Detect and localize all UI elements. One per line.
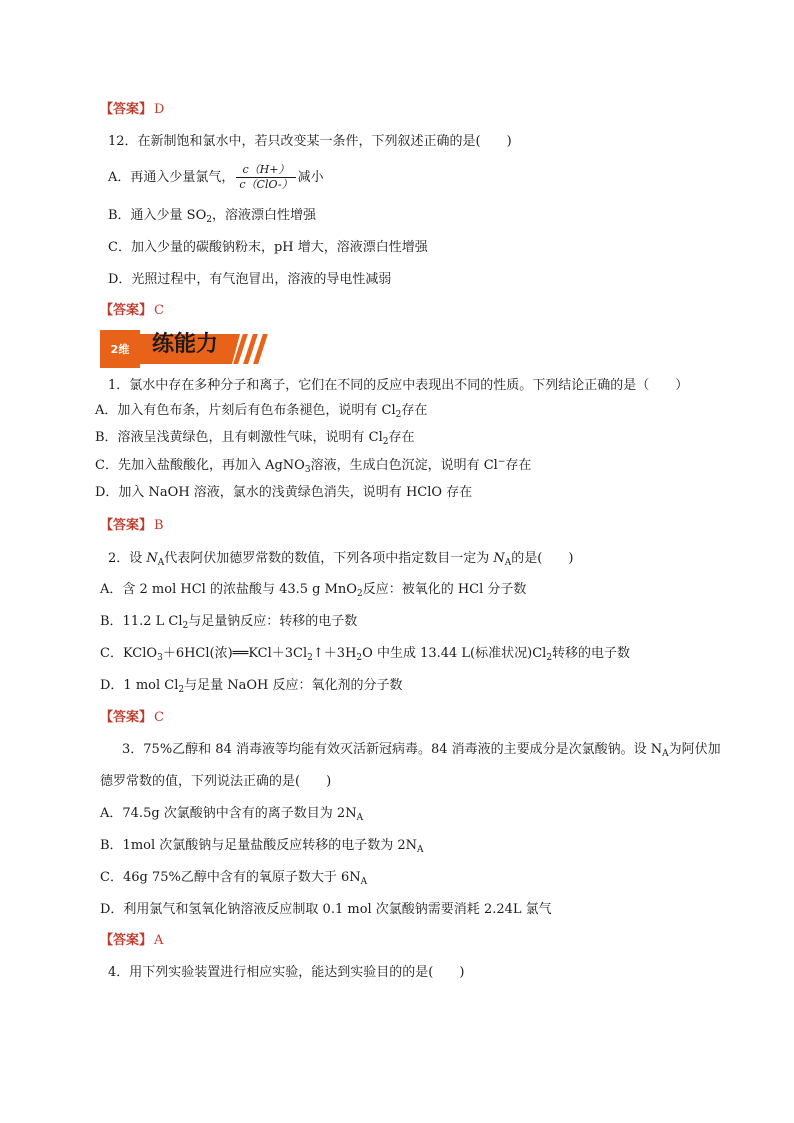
option-a-text: A．含 2 mol HCl 的浓盐酸与 43.5 g MnO [100, 582, 357, 597]
option-a-prefix: A．再通入少量氯气， [108, 170, 235, 185]
subscript: A [360, 877, 368, 887]
option-b-text-end: ，溶液漂白性增强 [211, 208, 316, 223]
question-3-stem-line-1 [122, 741, 721, 759]
question-3-option-d: D．利用氯气和氢氧化钠溶液反应制取 0.1 mol 次氯酸钠需要消耗 2.24L 氯气 [100, 902, 552, 917]
option-b-text: B．溶液呈浅黄绿色，且有刺激性气味，说明有 Cl [95, 430, 383, 445]
option-d-text-end: 与足量 NaOH 反应：氧化剂的分子数 [184, 678, 403, 693]
stem-text-end: 的是( ) [511, 551, 574, 566]
question-1-option-d: D．加入 NaOH 溶液，氯水的浅黄绿色消失，说明有 HClO 存在 [95, 485, 473, 500]
superscript: − [497, 457, 506, 467]
stem-text: 2．设 [108, 551, 147, 566]
question-12-stem: 12．在新制饱和氯水中，若只改变某一条件，下列叙述正确的是( ) [108, 134, 512, 149]
option-b-text: B．11.2 L Cl [100, 614, 183, 629]
question-3-option-a [100, 805, 363, 823]
option-a-text-end: 反应：被氧化的 HCl 分子数 [362, 582, 527, 597]
question-1-stem: 1．氯水中存在多种分子和离子，它们在不同的反应中表现出不同的性质。下列结论正确的是（ ） [108, 378, 689, 393]
answer-tag: 【答案】 [100, 102, 153, 117]
answer-tag: 【答案】 [100, 933, 153, 948]
option-a-text-end: 存在 [401, 403, 428, 418]
subscript: 2 [356, 653, 363, 663]
answer-line [100, 302, 164, 320]
subscript: 2 [178, 685, 185, 695]
question-3-option-c [100, 869, 367, 887]
symbol-n: N [493, 551, 505, 566]
answer-line [100, 932, 163, 950]
question-2-option-d [100, 677, 403, 695]
fraction [236, 163, 295, 192]
question-12-option-d: D．光照过程中，有气泡冒出，溶液的导电性减弱 [108, 272, 392, 287]
fraction-denominator: c（ClO-） [239, 178, 293, 191]
option-a-text: A．加入有色布条，片刻后有色布条褪色，说明有 Cl [95, 403, 396, 418]
question-1-option-a [95, 402, 427, 420]
section-badge: 2维 [100, 330, 140, 368]
answer-line [100, 101, 164, 119]
question-2-stem [108, 550, 573, 568]
equation-part: ＋6HCl(浓)══KCl＋3Cl [162, 646, 308, 661]
subscript: 3 [304, 465, 311, 475]
option-a-text: A．74.5g 次氯酸钠中含有的离子数目为 2N [100, 806, 357, 821]
answer-tag: 【答案】 [100, 710, 153, 725]
subscript: 2 [546, 653, 553, 663]
equation-part: 转移的电子数 [552, 646, 631, 661]
answer-value: D [154, 102, 165, 117]
answer-line [100, 709, 164, 727]
option-c-text: C．46g 75%乙醇中含有的氧原子数大于 6N [100, 870, 361, 885]
answer-value: A [154, 933, 164, 948]
stem-text: 3．75%乙醇和 84 消毒液等均能有效灭活新冠病毒。84 消毒液的主要成分是次氯酸钠。设 N [122, 742, 663, 757]
answer-value: C [154, 710, 164, 725]
answer-line [100, 517, 164, 535]
question-3-stem-line-2: 德罗常数的值，下列说法正确的是( ) [100, 774, 332, 789]
option-a-suffix: 减小 [297, 170, 324, 185]
question-12-option-a [108, 163, 324, 192]
option-b-text: B．1mol 次氯酸钠与足量盐酸反应转移的电子数为 2N [100, 838, 418, 853]
equation-part: O 中生成 13.44 L(标准状况)Cl [362, 646, 547, 661]
answer-value: C [154, 303, 164, 318]
question-2-option-a [100, 581, 526, 599]
question-3-option-b [100, 837, 424, 855]
subscript: 2 [182, 621, 189, 631]
stem-text-end: 为阿伏加 [668, 742, 721, 757]
answer-value: B [154, 518, 164, 533]
subscript: 2 [382, 437, 389, 447]
question-1-option-c [95, 457, 531, 475]
subscript: 2 [356, 589, 363, 599]
question-4-stem: 4．用下列实验装置进行相应实验，能达到实验目的的是( ) [108, 965, 465, 980]
section-header [100, 330, 275, 368]
option-d-text: D．1 mol Cl [100, 678, 179, 693]
answer-tag: 【答案】 [100, 518, 153, 533]
stem-text-mid: 代表阿伏加德罗常数的数值，下列各项中指定数目一定为 [164, 551, 494, 566]
subscript: A [356, 813, 364, 823]
subscript: A [662, 749, 669, 759]
option-b-text: B．通入少量 SO [108, 208, 207, 223]
subscript: 2 [395, 410, 402, 420]
equation-part: ↑＋3H [312, 646, 357, 661]
question-2-option-c [100, 645, 630, 663]
equation-part: C．KClO [100, 646, 158, 661]
subscript: A [157, 558, 165, 568]
symbol-n: N [146, 551, 158, 566]
question-2-option-b [100, 613, 357, 631]
answer-tag: 【答案】 [100, 303, 153, 318]
subscript: A [504, 558, 512, 568]
stripe-decoration [238, 334, 278, 364]
subscript: 2 [307, 653, 313, 663]
question-1-option-b [95, 429, 415, 447]
subscript: A [417, 845, 424, 855]
option-b-text-end: 存在 [388, 430, 415, 445]
option-c-text-end: 存在 [505, 458, 532, 473]
fraction-numerator: c（H+） [236, 163, 295, 178]
option-c-text: C．先加入盐酸酸化，再加入 AgNO [95, 458, 305, 473]
section-title: 练能力 [152, 332, 219, 357]
option-c-text-mid: 溶液，生成白色沉淀，说明有 Cl [310, 458, 498, 473]
subscript: 3 [157, 653, 163, 663]
subscript: 2 [206, 215, 212, 225]
option-b-text-end: 与足量钠反应：转移的电子数 [188, 614, 358, 629]
question-12-option-c: C．加入少量的碳酸钠粉末，pH 增大，溶液漂白性增强 [108, 240, 428, 255]
question-12-option-b [108, 207, 316, 225]
